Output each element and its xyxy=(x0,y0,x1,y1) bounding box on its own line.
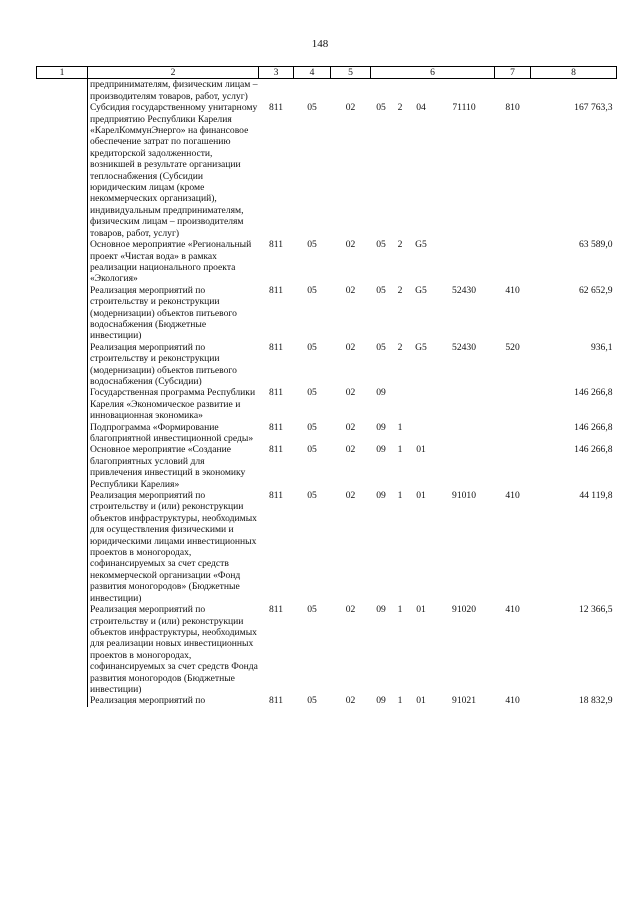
cell-a: 05 xyxy=(376,341,386,353)
cell-c7 xyxy=(495,239,531,285)
cell-c: 01 xyxy=(416,604,426,616)
cell-d xyxy=(434,444,495,490)
cell-c3: 811 xyxy=(268,421,284,433)
cell-c8: 63 589,0 xyxy=(578,239,613,251)
cell-c: 01 xyxy=(416,444,426,456)
col-header-4: 4 xyxy=(294,67,331,79)
cell-c7: 520 xyxy=(505,341,520,353)
cell-c3: 811 xyxy=(268,341,284,353)
cell-d xyxy=(434,422,495,445)
cell-b: 1 xyxy=(397,444,403,456)
cell-b: 2 xyxy=(397,341,403,353)
cell-c7: 410 xyxy=(505,695,520,707)
table-row xyxy=(37,444,617,490)
table-row xyxy=(37,422,617,445)
item-name-cell: Основное мероприятие «Создание благоприятных условий для привлечения инвестиций в экономику Республики Карелия» xyxy=(90,444,246,490)
cell-c7: 410 xyxy=(505,490,520,502)
cell-c4: 05 xyxy=(307,284,317,296)
cell-c: G5 xyxy=(415,284,427,296)
cell-c4: 05 xyxy=(307,239,317,251)
col-header-2: 2 xyxy=(88,67,259,79)
cell-c5: 02 xyxy=(345,490,356,502)
cell-c5: 02 xyxy=(345,604,356,616)
cell-c3: 811 xyxy=(268,604,284,616)
cell-a: 09 xyxy=(376,490,386,502)
cell-c4: 05 xyxy=(307,387,317,399)
cell-c xyxy=(409,387,434,421)
table-row xyxy=(37,102,617,239)
row-number-cell xyxy=(37,102,88,239)
cell-c4: 05 xyxy=(307,421,317,433)
page-number: 148 xyxy=(311,38,329,50)
item-name-cell: Реализация мероприятий по xyxy=(90,695,206,707)
budget-table xyxy=(36,66,617,707)
cell-c8: 146 266,8 xyxy=(574,444,613,456)
cell-c3: 811 xyxy=(268,284,284,296)
cell-b xyxy=(392,79,409,102)
cell-c: G5 xyxy=(415,341,427,353)
cell-a: 09 xyxy=(376,604,386,616)
item-name-cell: Реализация мероприятий по строительству и (или) реконструкции объектов инфраструктуры, необходимых для осуществления физическими и юридическими лицами инвестиционных проектов в моногородах, софинансируемых за счет средств некоммерческой организации «Фонд развития моногородов» (Бюджетные инвестиции) xyxy=(90,490,257,604)
cell-c3 xyxy=(259,79,294,102)
col-header-8: 8 xyxy=(531,67,617,79)
item-name-cell: Реализация мероприятий по строительству и реконструкции (модернизации) объектов питьевого водоснабжения (Бюджетные инвестиции) xyxy=(90,284,237,342)
cell-c4: 05 xyxy=(307,490,317,502)
cell-c7: 410 xyxy=(505,604,520,616)
cell-c8: 146 266,8 xyxy=(574,421,613,433)
cell-a: 09 xyxy=(376,421,386,433)
cell-b: 1 xyxy=(397,695,403,707)
col-header-5: 5 xyxy=(331,67,371,79)
cell-c3: 811 xyxy=(268,444,284,456)
cell-c4: 05 xyxy=(307,695,317,707)
cell-c5: 02 xyxy=(345,284,356,296)
table-body xyxy=(37,79,617,707)
cell-a xyxy=(371,79,392,102)
item-name-cell: Основное мероприятие «Региональный проект «Чистая вода» в рамках реализации национального проекта «Экология» xyxy=(90,239,252,285)
cell-c7 xyxy=(495,444,531,490)
cell-c5: 02 xyxy=(345,341,356,353)
cell-c4: 05 xyxy=(307,604,317,616)
cell-c: 04 xyxy=(416,102,426,114)
item-name-cell: Субсидия государственному унитарному предприятию Республики Карелия «КарелКоммунЭнерго» на финансовое обеспечение затрат по погашению кредиторской задолженности, возникшей в результате организации теплоснабжения (Субсидии юридическим лицам (кроме некоммерческих организаций), индивидуальным предпринимателям, физическим лицам – производителям товаров, работ, услуг) xyxy=(90,102,258,239)
cell-d: 91010 xyxy=(452,490,477,502)
cell-b: 2 xyxy=(397,102,403,114)
cell-c3: 811 xyxy=(268,695,284,707)
cell-c4: 05 xyxy=(307,444,317,456)
cell-c4: 05 xyxy=(307,341,317,353)
cell-a: 05 xyxy=(376,239,386,251)
table-row xyxy=(37,239,617,285)
cell-d: 91021 xyxy=(452,695,477,707)
header-row xyxy=(37,67,617,79)
item-name-cell: Реализация мероприятий по строительству и реконструкции (модернизации) объектов питьевого водоснабжения (Субсидии) xyxy=(90,341,237,387)
table-row xyxy=(37,387,617,421)
col-header-7: 7 xyxy=(495,67,531,79)
cell-c3: 811 xyxy=(268,387,284,399)
cell-c5: 02 xyxy=(345,444,356,456)
cell-b: 1 xyxy=(397,604,403,616)
table-row xyxy=(37,342,617,388)
cell-c5: 02 xyxy=(345,387,356,399)
row-number-cell xyxy=(37,422,88,445)
row-number-cell xyxy=(37,387,88,421)
cell-c: 01 xyxy=(416,490,426,502)
table-row xyxy=(37,490,617,604)
cell-c4 xyxy=(294,79,331,102)
table-row xyxy=(37,285,617,342)
col-header-6: 6 xyxy=(371,67,495,79)
cell-d: 52430 xyxy=(452,284,477,296)
cell-c7 xyxy=(495,79,531,102)
cell-a: 09 xyxy=(376,387,386,399)
cell-c: G5 xyxy=(415,239,427,251)
item-name-cell: Подпрограмма «Формирование благоприятной инвестиционной среды» xyxy=(90,421,254,444)
cell-c3: 811 xyxy=(268,239,284,251)
cell-d: 71110 xyxy=(452,102,476,114)
item-name-cell: Реализация мероприятий по строительству и (или) реконструкции объектов инфраструктуры, необходимых для реализации новых инвестиционных проектов в моногородах, софинансируемых за счет средств Фонда развития моногородов (Бюджетные инвестиции) xyxy=(90,604,258,695)
cell-c3: 811 xyxy=(268,102,284,114)
cell-b: 1 xyxy=(397,490,403,502)
row-number-cell xyxy=(37,342,88,388)
cell-c5: 02 xyxy=(345,695,356,707)
cell-c: 01 xyxy=(416,695,426,707)
cell-d: 91020 xyxy=(452,604,477,616)
cell-d xyxy=(434,79,495,102)
cell-d xyxy=(434,239,495,285)
cell-c8 xyxy=(531,79,617,102)
cell-a: 05 xyxy=(376,284,386,296)
cell-c7 xyxy=(495,387,531,421)
cell-d: 52430 xyxy=(452,341,477,353)
cell-c5: 02 xyxy=(345,421,356,433)
row-number-cell xyxy=(37,79,88,102)
cell-c8: 62 652,9 xyxy=(578,284,613,296)
cell-c4: 05 xyxy=(307,102,317,114)
cell-c3: 811 xyxy=(268,490,284,502)
cell-c8: 12 366,5 xyxy=(578,604,613,616)
row-number-cell xyxy=(37,239,88,285)
cell-b xyxy=(392,387,409,421)
cell-b: 2 xyxy=(397,284,403,296)
col-header-1: 1 xyxy=(37,67,88,79)
row-number-cell xyxy=(37,285,88,342)
cell-c8: 936,1 xyxy=(590,341,613,353)
cell-c5: 02 xyxy=(345,102,356,114)
cell-c8: 18 832,9 xyxy=(578,695,613,707)
item-name-cell: Государственная программа Республики Карелия «Экономическое развитие и инновационная экономика» xyxy=(90,387,256,422)
cell-c7 xyxy=(495,422,531,445)
item-name-cell: предпринимателям, физическим лицам – производителям товаров, работ, услуг) xyxy=(90,79,258,102)
cell-b: 2 xyxy=(397,239,403,251)
cell-b: 1 xyxy=(397,421,403,433)
table-row xyxy=(37,695,617,706)
row-number-cell xyxy=(37,444,88,490)
cell-c8: 146 266,8 xyxy=(574,387,613,399)
cell-c xyxy=(409,422,434,445)
col-header-3: 3 xyxy=(259,67,294,79)
table-row xyxy=(37,604,617,695)
cell-a: 09 xyxy=(376,444,386,456)
cell-a: 09 xyxy=(376,695,386,707)
table-row xyxy=(37,79,617,102)
cell-c8: 44 119,8 xyxy=(579,490,613,502)
row-number-cell xyxy=(37,695,88,706)
cell-c7: 410 xyxy=(505,284,520,296)
row-number-cell xyxy=(37,490,88,604)
cell-c xyxy=(409,79,434,102)
cell-a: 05 xyxy=(376,102,386,114)
row-number-cell xyxy=(37,604,88,695)
cell-c7: 810 xyxy=(505,102,520,114)
cell-c5: 02 xyxy=(345,239,356,251)
cell-c8: 167 763,3 xyxy=(574,102,613,114)
cell-c5 xyxy=(331,79,371,102)
cell-d xyxy=(434,387,495,421)
